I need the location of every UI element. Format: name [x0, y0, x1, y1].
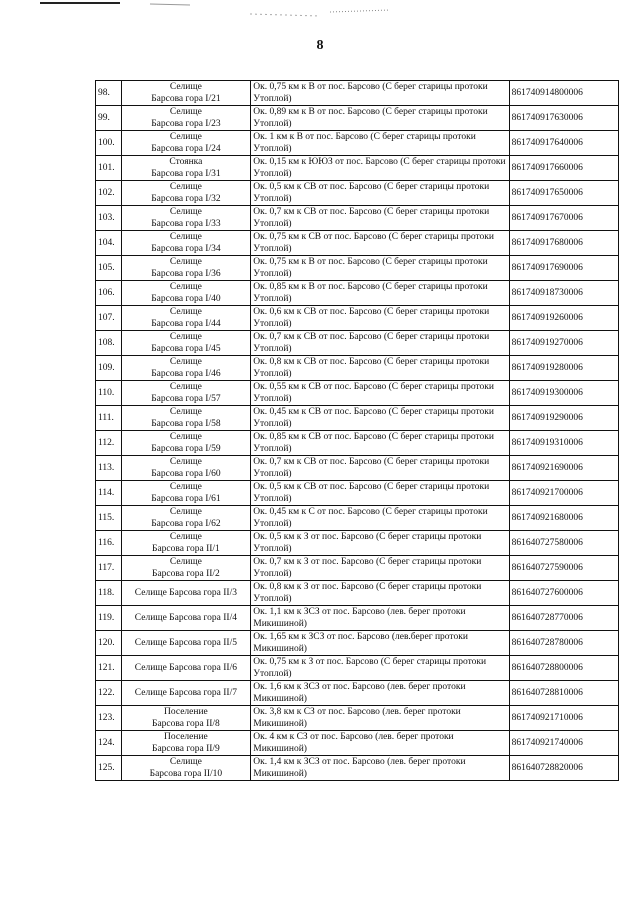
scan-artifacts [0, 0, 640, 30]
table-row [96, 156, 619, 181]
site-location: Ок. 0,75 км к В от пос. Барсово (С берег старицы протоки Утоплой) [251, 256, 509, 281]
registry-code: 861740914800006 [509, 81, 618, 106]
table-row [96, 631, 619, 656]
site-location: Ок. 0,75 км к З от пос. Барсово (С берег старицы протоки Утоплой) [251, 656, 509, 681]
site-name-line: Барсова гора I/24 [151, 144, 221, 154]
registry-code: 861740917690006 [509, 256, 618, 281]
site-name-line: Барсова гора I/59 [151, 444, 221, 454]
site-location: Ок. 3,8 км к СЗ от пос. Барсово (лев. берег протоки Микишиной) [251, 706, 509, 731]
site-location: Ок. 1,4 км к ЗСЗ от пос. Барсово (лев. берег протоки Микишиной) [251, 756, 509, 781]
site-name-line: Стоянка [169, 157, 203, 167]
table-row [96, 356, 619, 381]
site-name-line: Селище [169, 257, 202, 267]
table-row [96, 331, 619, 356]
registry-code: 861640728820006 [509, 756, 618, 781]
table-row [96, 131, 619, 156]
site-location: Ок. 1 км к В от пос. Барсово (С берег старицы протоки Утоплой) [251, 131, 509, 156]
registry-code: 861740917650006 [509, 181, 618, 206]
site-name [121, 256, 251, 281]
site-name-line: Селище Барсова гора II/5 [134, 638, 237, 648]
site-name-line: Селище [169, 407, 202, 417]
site-name-line: Барсова гора I/40 [151, 294, 221, 304]
registry-code: 861740919260006 [509, 306, 618, 331]
row-number: 105. [96, 256, 122, 281]
site-location: Ок. 0,8 км к З от пос. Барсово (С берег старицы протоки Утоплой) [251, 581, 509, 606]
row-number: 121. [96, 656, 122, 681]
row-number: 124. [96, 731, 122, 756]
site-name [121, 656, 251, 681]
site-name [121, 756, 251, 781]
site-name-line: Селище [169, 357, 202, 367]
site-name-line: Барсова гора I/34 [151, 244, 221, 254]
row-number: 116. [96, 531, 122, 556]
table-row [96, 281, 619, 306]
registry-code: 861740919300006 [509, 381, 618, 406]
site-name [121, 606, 251, 631]
site-location: Ок. 0,15 км к ЮЮЗ от пос. Барсово (С берег старицы протоки Утоплой) [251, 156, 509, 181]
registry-code: 861740919290006 [509, 406, 618, 431]
site-name-line: Селище Барсова гора II/3 [134, 588, 237, 598]
site-location: Ок. 0,7 км к З от пос. Барсово (С берег старицы протоки Утоплой) [251, 556, 509, 581]
site-name-line: Селище [169, 282, 202, 292]
site-name [121, 106, 251, 131]
table-row [96, 181, 619, 206]
site-location: Ок. 4 км к СЗ от пос. Барсово (лев. берег протоки Микишиной) [251, 731, 509, 756]
site-location: Ок. 0,75 км к В от пос. Барсово (С берег старицы протоки Утоплой) [251, 81, 509, 106]
row-number: 99. [96, 106, 122, 131]
site-name-line: Селище Барсова гора II/7 [134, 688, 237, 698]
site-name-line: Барсова гора I/21 [151, 94, 221, 104]
row-number: 103. [96, 206, 122, 231]
row-number: 120. [96, 631, 122, 656]
site-name-line: Селище Барсова гора II/6 [134, 663, 237, 673]
site-location: Ок. 1,6 км к ЗСЗ от пос. Барсово (лев. берег протоки Микишиной) [251, 681, 509, 706]
table-row [96, 306, 619, 331]
site-location: Ок. 0,5 км к З от пос. Барсово (С берег старицы протоки Утоплой) [251, 531, 509, 556]
site-name-line: Селище [169, 207, 202, 217]
row-number: 117. [96, 556, 122, 581]
row-number: 111. [96, 406, 122, 431]
site-name [121, 431, 251, 456]
site-location: Ок. 0,75 км к СВ от пос. Барсово (С берег старицы протоки Утоплой) [251, 231, 509, 256]
site-name-line: Барсова гора I/45 [151, 344, 221, 354]
table-row [96, 106, 619, 131]
site-name [121, 331, 251, 356]
site-location: Ок. 0,85 км к В от пос. Барсово (С берег старицы протоки Утоплой) [251, 281, 509, 306]
site-name-line: Барсова гора I/44 [151, 319, 221, 329]
site-name [121, 531, 251, 556]
registry-code: 861740917640006 [509, 131, 618, 156]
site-name-line: Селище [169, 232, 202, 242]
row-number: 125. [96, 756, 122, 781]
row-number: 108. [96, 331, 122, 356]
table-row [96, 731, 619, 756]
site-name-line: Барсова гора II/9 [151, 744, 220, 754]
site-name [121, 556, 251, 581]
row-number: 107. [96, 306, 122, 331]
site-location: Ок. 0,45 км к С от пос. Барсово (С берег старицы протоки Утоплой) [251, 506, 509, 531]
site-name-line: Барсова гора I/57 [151, 394, 221, 404]
site-name [121, 406, 251, 431]
table-row [96, 606, 619, 631]
site-name [121, 631, 251, 656]
row-number: 101. [96, 156, 122, 181]
table-row [96, 206, 619, 231]
row-number: 118. [96, 581, 122, 606]
site-name [121, 181, 251, 206]
site-location: Ок. 0,8 км к СВ от пос. Барсово (С берег старицы протоки Утоплой) [251, 356, 509, 381]
registry-code: 861740918730006 [509, 281, 618, 306]
registry-code: 861640728800006 [509, 656, 618, 681]
table-row [96, 756, 619, 781]
row-number: 102. [96, 181, 122, 206]
registry-code: 861640727590006 [509, 556, 618, 581]
site-location: Ок. 0,6 км к СВ от пос. Барсово (С берег старицы протоки Утоплой) [251, 306, 509, 331]
registry-code: 861640728780006 [509, 631, 618, 656]
row-number: 98. [96, 81, 122, 106]
site-name-line: Барсова гора I/62 [151, 519, 221, 529]
registry-code: 861740917670006 [509, 206, 618, 231]
site-name-line: Селище [169, 332, 202, 342]
site-name-line: Селище [169, 132, 202, 142]
site-name [121, 131, 251, 156]
site-name [121, 281, 251, 306]
site-location: Ок. 0,45 км к СВ от пос. Барсово (С берег старицы протоки Утоплой) [251, 406, 509, 431]
site-name-line: Селище [169, 82, 202, 92]
table-row [96, 681, 619, 706]
row-number: 106. [96, 281, 122, 306]
site-name-line: Селище [169, 182, 202, 192]
page-number: 8 [316, 38, 324, 53]
site-location: Ок. 0,85 км к СВ от пос. Барсово (С берег старицы протоки Утоплой) [251, 431, 509, 456]
site-name-line: Селище [169, 757, 202, 767]
table-row [96, 431, 619, 456]
registry-code: 861740921690006 [509, 456, 618, 481]
site-name [121, 381, 251, 406]
registry-code: 861740921710006 [509, 706, 618, 731]
registry-code: 861740921700006 [509, 481, 618, 506]
site-name-line: Поселение [164, 732, 208, 742]
site-name-line: Селище [169, 557, 202, 567]
row-number: 123. [96, 706, 122, 731]
site-name [121, 231, 251, 256]
site-name [121, 81, 251, 106]
row-number: 119. [96, 606, 122, 631]
row-number: 113. [96, 456, 122, 481]
site-name-line: Селище [169, 457, 202, 467]
site-name-line: Барсова гора I/36 [151, 269, 221, 279]
site-location: Ок. 0,89 км к В от пос. Барсово (С берег старицы протоки Утоплой) [251, 106, 509, 131]
site-name-line: Барсова гора I/60 [151, 469, 221, 479]
site-name [121, 481, 251, 506]
table-row [96, 406, 619, 431]
table-row [96, 706, 619, 731]
registry-code: 861640727580006 [509, 531, 618, 556]
site-name [121, 206, 251, 231]
site-name-line: Селище [169, 382, 202, 392]
table-row [96, 506, 619, 531]
table-row [96, 231, 619, 256]
site-name-line: Барсова гора II/1 [151, 544, 220, 554]
registry-code: 861640728770006 [509, 606, 618, 631]
site-name-line: Селище [169, 507, 202, 517]
site-name [121, 356, 251, 381]
registry-code: 861740921740006 [509, 731, 618, 756]
site-name-line: Селище [169, 532, 202, 542]
registry-code: 861740917680006 [509, 231, 618, 256]
table-row [96, 456, 619, 481]
site-name-line: Селище [169, 482, 202, 492]
site-name [121, 731, 251, 756]
site-name-line: Барсова гора I/31 [151, 169, 221, 179]
site-location: Ок. 0,7 км к СВ от пос. Барсово (С берег старицы протоки Утоплой) [251, 456, 509, 481]
site-location: Ок. 0,7 км к СВ от пос. Барсово (С берег старицы протоки Утоплой) [251, 331, 509, 356]
row-number: 100. [96, 131, 122, 156]
table-row [96, 581, 619, 606]
site-location: Ок. 1,1 км к ЗСЗ от пос. Барсово (лев. берег протоки Микишиной) [251, 606, 509, 631]
site-name-line: Селище [169, 307, 202, 317]
registry-code: 861740919280006 [509, 356, 618, 381]
registry-code: 861740921680006 [509, 506, 618, 531]
site-location: Ок. 0,55 км к СВ от пос. Барсово (С берег старицы протоки Утоплой) [251, 381, 509, 406]
site-name-line: Барсова гора I/33 [151, 219, 221, 229]
site-name-line: Барсова гора II/8 [151, 719, 220, 729]
site-name [121, 706, 251, 731]
site-name-line: Барсова гора II/2 [151, 569, 220, 579]
registry-code: 861740919270006 [509, 331, 618, 356]
row-number: 114. [96, 481, 122, 506]
site-name-line: Поселение [164, 707, 208, 717]
site-name-line: Барсова гора I/23 [151, 119, 221, 129]
row-number: 110. [96, 381, 122, 406]
site-name [121, 681, 251, 706]
row-number: 122. [96, 681, 122, 706]
table-row [96, 256, 619, 281]
site-name [121, 581, 251, 606]
row-number: 104. [96, 231, 122, 256]
site-name [121, 506, 251, 531]
site-name-line: Селище [169, 107, 202, 117]
registry-code: 861640727600006 [509, 581, 618, 606]
site-name-line: Селище [169, 432, 202, 442]
registry-code: 861740919310006 [509, 431, 618, 456]
row-number: 112. [96, 431, 122, 456]
site-name-line: Барсова гора II/10 [149, 769, 223, 779]
table-row [96, 656, 619, 681]
site-name-line: Барсова гора I/61 [151, 494, 221, 504]
site-location: Ок. 0,5 км к СВ от пос. Барсово (С берег старицы протоки Утоплой) [251, 181, 509, 206]
site-name-line: Селище Барсова гора II/4 [134, 613, 237, 623]
monuments-table [95, 80, 619, 781]
site-name [121, 456, 251, 481]
table-row [96, 81, 619, 106]
site-name-line: Барсова гора I/46 [151, 369, 221, 379]
table-row [96, 556, 619, 581]
table-row [96, 381, 619, 406]
site-name-line: Барсова гора I/32 [151, 194, 221, 204]
site-location: Ок. 1,65 км к ЗСЗ от пос. Барсово (лев.берег протоки Микишиной) [251, 631, 509, 656]
registry-code: 861740917630006 [509, 106, 618, 131]
table-row [96, 481, 619, 506]
row-number: 115. [96, 506, 122, 531]
site-location: Ок. 0,7 км к СВ от пос. Барсово (С берег старицы протоки Утоплой) [251, 206, 509, 231]
site-location: Ок. 0,5 км к СВ от пос. Барсово (С берег старицы протоки Утоплой) [251, 481, 509, 506]
site-name [121, 306, 251, 331]
registry-code: 861740917660006 [509, 156, 618, 181]
registry-code: 861640728810006 [509, 681, 618, 706]
row-number: 109. [96, 356, 122, 381]
table-row [96, 531, 619, 556]
site-name-line: Барсова гора I/58 [151, 419, 221, 429]
site-name [121, 156, 251, 181]
